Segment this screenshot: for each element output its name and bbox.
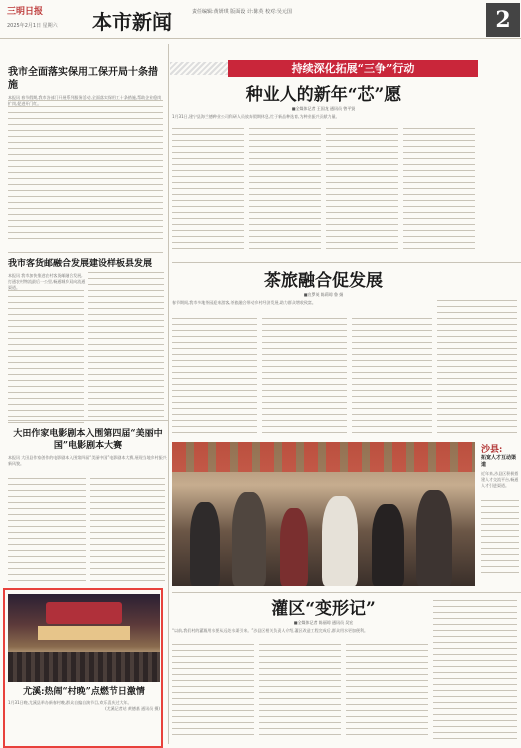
left-article-3-text-lines-a (8, 478, 86, 586)
main-article-2-lines-d (437, 300, 517, 438)
editor-credits: 责任编辑:黄妍琪 版面设 计:陈英 校对:吴元国 (192, 9, 292, 15)
newspaper-logo: 三明日报 (7, 7, 44, 17)
main-article-3-body: “以前,我们村的灌溉用水要从远处水渠引来。”沙县区相关负责人介绍,灌区改造工程完成后,群众用水更加便利。 (172, 628, 368, 633)
sidebar-body: 近年来,沙县区积极搭建人才交流平台,畅通人才引进渠道。 (481, 471, 519, 488)
left-article-2-text-lines-b (88, 272, 164, 422)
left-article-3-body: 本报讯 大田县作家创作的电影剧本入围第四届“美丽中国”电影剧本大赛,展现当地乡村振兴新风貌。 (8, 455, 167, 466)
section-title: 本市新闻 (92, 10, 172, 34)
main-article-3-lines-d (433, 600, 517, 744)
main-article-1[interactable] (172, 84, 475, 120)
person-figure (322, 496, 358, 586)
sidebar-talent[interactable] (481, 442, 519, 489)
main-article-3[interactable] (172, 598, 475, 634)
issue-date: 2025年2月1日 星期六 (7, 23, 58, 29)
left-article-4-headline: 尤溪:热闹“村晚”点燃节日激情 (23, 687, 145, 697)
main-article-1-lines-a (172, 128, 244, 254)
main-article-1-byline: ■全媒体记者 王国龙 通讯员 曾平贤 (291, 106, 356, 111)
masthead (0, 0, 521, 39)
banner-decoration (170, 62, 228, 75)
main-article-2-lines-b (262, 318, 347, 438)
topic-banner: 持续深化拓展“三争”行动 (228, 60, 478, 77)
divider (8, 252, 163, 253)
left-article-2-body: 本报讯 我市加快推进农村客货邮融合发展,打通农村物流最后一公里,畅通城乡双向流通渠道。 (8, 273, 86, 290)
person-figure (232, 492, 266, 586)
main-article-2-headline: 茶旅融合促发展 (264, 271, 383, 291)
divider (172, 592, 521, 593)
main-article-2-byline: ■宣罗英 陈莉琼 鲁 娟 (303, 292, 344, 297)
main-article-3-lines-c (346, 644, 428, 740)
person-figure (372, 504, 404, 586)
main-article-3-lines-a (172, 644, 254, 740)
tea-street-photo (172, 442, 475, 586)
left-article-3-text-lines-b (90, 478, 165, 586)
left-article-4-credit: (尤溪记者站 黄德基 通讯员 摄) (105, 706, 160, 711)
divider (172, 262, 521, 263)
main-article-1-lines-d (403, 128, 475, 254)
left-article-3[interactable] (8, 428, 168, 467)
left-article-2-headline: 我市客货邮融合发展建设样板县发展 (8, 259, 153, 269)
lanterns-row (172, 442, 475, 472)
highlight-frame (3, 588, 163, 748)
left-article-1-text-lines (8, 100, 163, 244)
main-article-3-headline: 灌区“变形记” (271, 599, 376, 619)
main-article-2-lines-a (172, 318, 257, 438)
sidebar-title: 沙县: (481, 445, 503, 455)
divider (8, 420, 168, 421)
left-article-4-body: 1月31日晚,尤溪县举办新春村晚,群众自编自演节目,欢乐喜庆过大年。 (8, 700, 132, 705)
sidebar-lines (481, 500, 519, 578)
sidebar-subtitle: 拓宽人才互动渠道 (481, 455, 517, 468)
main-article-3-byline: ■全媒体记者 陈丽琼 通讯员 吴宏 (293, 620, 354, 625)
column-divider (168, 44, 169, 744)
main-article-1-headline: 种业人的新年“芯”愿 (245, 85, 402, 105)
main-article-2[interactable] (172, 270, 475, 306)
page-number: 2 (486, 3, 520, 37)
left-article-3-headline: 大田作家电影剧本入围第四届“美丽中国”电影剧本大赛 (13, 429, 163, 451)
main-article-1-body: 1月31日,建宁县海兰德种业公司科研人员放弃假期休息,忙于新品种选育,为种业振兴贡献力量。 (172, 114, 340, 119)
left-article-1-body: 本报讯 春节假期,我市各部门开展系列服务活动,全面落实保用工十条措施,帮助企业稳岗扩岗,促进开门红。 (8, 95, 162, 106)
person-figure (190, 502, 220, 586)
main-article-3-lines-b (259, 644, 341, 740)
left-article-2-text-lines-a (8, 290, 84, 428)
main-article-2-body: 春节期间,我市多地茶园迎来游客,茶旅融合带动乡村经济发展,助力群众增收致富。 (172, 300, 316, 305)
person-figure (280, 508, 308, 586)
main-article-1-lines-b (249, 128, 321, 254)
person-figure (416, 490, 452, 586)
main-article-2-lines-c (352, 318, 432, 438)
left-article-1-headline: 我市全面落实保用工保开局十条措施 (8, 67, 158, 91)
main-article-1-lines-c (326, 128, 398, 254)
